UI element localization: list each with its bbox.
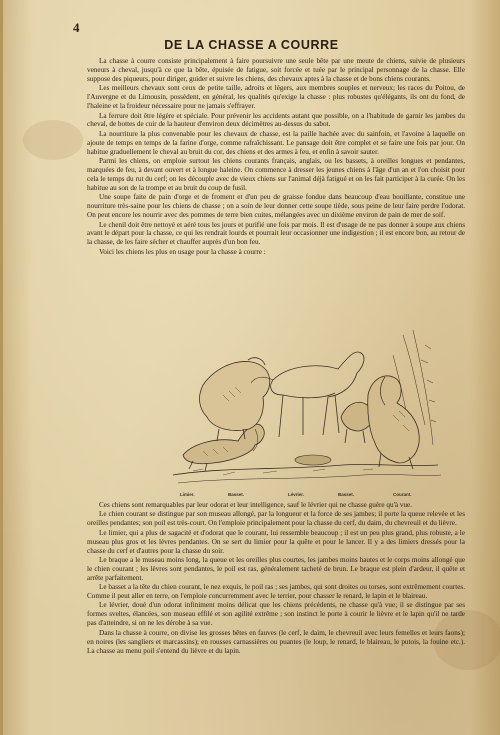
page-number: 4	[73, 20, 80, 35]
illustration-captions	[178, 492, 438, 500]
paragraph: Le chenil doit être nettoyé et aéré tous les jours et purifié une fois par mois. Il est d'usage de ne pas donner à soupe aux chiens avant le départ pour la chasse, ce qui les rendrait lourds et pourrait leur occasionner une indigestion ; il est encore bon, au retour de la chasse, de les faire sécher et chauffer auprès d'un bon feu.	[87, 220, 465, 247]
text-block-top	[87, 57, 465, 257]
paragraph: Le braque a le museau moins long, la queue et les oreilles plus courtes, les jambes moins hautes et le corps moins allongé que le chien courant ; les lèvres sont pendantes, le poil est ras, généralement tacheté de brun. Le braque est plein d'ardeur, il quête et arrête parfaitement.	[87, 555, 465, 582]
caption-basset: Basset.	[228, 492, 245, 497]
paragraph: Voici les chiens les plus en usage pour la chasse à courre :	[99, 247, 266, 256]
paragraph: La nourriture la plus convenable pour les chevaux de chasse, est la paille hachée avec du sainfoin, et l'avoine à laquelle on ajoute de temps en temps de la farine d'orge, comme rafraîchissant. Le pansage doit être complet et se faire une fois par jour. On habitue graduellement le cheval au bruit du cor, des chiens et des armes à feu, et enfin à savoir sauter.	[87, 129, 465, 156]
paragraph: Le limier, qui a plus de sagacité et d'odorat que le courant, lui ressemble beaucoup ; il est un peu plus grand, plus robuste, a le museau plus gros et les lèvres pendantes. On se sert du limier pour la quête et pour le lancer. Il y a des limiers dressés pour la chasse du cerf et d'autres pour la chasse du soir.	[87, 528, 465, 555]
paragraph: La chasse à courre consiste principalement à faire poursuivre une seule bête par une meute de chiens, suivie de plusieurs veneurs à cheval, jusqu'à ce que la bête, épuisée de fatigue, soit forcée et tuée par le principal personnage de la chasse. Elle suppose des piqueurs, pour diriger, guider et suivre les chiens, des chevaux aptes à la chasse et de bons chiens courants.	[87, 57, 465, 83]
caption-courant: Courant.	[393, 492, 412, 497]
text-block-bottom	[87, 501, 465, 656]
dogs-engraving	[163, 325, 443, 495]
paragraph: Parmi les chiens, on emploie surtout les chiens courants français, anglais, ou les bassets, à oreilles longues et pendantes, marquées de feu, à devant ouvert et à longue haleine. On commence à dresser les jeunes chiens à l'âge d'un an et l'on choisit pour cela le temps du rut du cerf; on les découple avec de vieux chiens sur l'animal déjà fatigué et on les fait participer à la curée. On les habitue au son de la trompe et au bruit du coup de fusil.	[87, 157, 465, 192]
page-title: DE LA CHASSE A COURRE	[164, 38, 339, 52]
paragraph: Dans la chasse à courre, on divise les grosses bêtes en fauves (le cerf, le daim, le chevreuil avec leurs femelles et leurs faons); en noires (les sangliers et marcassins); en rousses carnassières ou puantes (le loup, le renard, le blaireau, le putois, la fouine etc.). La chasse au menu poil s'entend du lièvre et du lapin.	[87, 628, 465, 655]
paragraph: Les meilleurs chevaux sont ceux de petite taille, adroits et légers, aux membres souples et nerveux; les races du Poitou, de l'Auvergne et du Limousin, possèdent, en général, les qualités qu'exige la chasse : plus robustes qu'élégants, ils ont du fond, de l'haleine et la froideur nécessaire pour ne jamais s'effrayer.	[87, 84, 465, 111]
caption-levrier: Lévrier.	[288, 492, 305, 497]
caption-basset-2: Basset.	[338, 492, 355, 497]
paragraph: Le chien courant se distingue par son museau allongé, par la longueur et la force de ses jambes; il porte la queue relevée et les oreilles pendantes; son poil est très-court. On l'emploie principalement pour la chasse du cerf, du daim, du chevreuil et du lièvre.	[87, 510, 465, 528]
paragraph: La ferrure doit être légère et spéciale. Pour prévenir les accidents autant que possible, on a l'habitude de garnir les jambes du cheval, de bottes de cuir de la hauteur d'environ deux décimètres au-dessus du sabot.	[87, 111, 465, 129]
paragraph: Ces chiens sont remarquables par leur odorat et leur intelligence, sauf le lévrier qui ne chasse guère qu'à vue.	[99, 501, 413, 509]
caption-limier: Limier.	[180, 492, 195, 497]
paragraph: Le lévrier, doué d'un odorat infiniment moins délicat que les chiens précédents, ne chasse qu'à vue; il se distingue par ses formes sveltes, élancées, son museau effilé et son agilité extrême ; son instinct le porte à courir le lièvre et le lapin qu'il ne tarde pas d'atteindre, si on ne les dérobe à sa vue.	[87, 601, 465, 628]
paper-stain	[23, 120, 83, 160]
paragraph: Une soupe faite de pain d'orge et de froment et d'un peu de graisse fondue dans beaucoup d'eau bouillante, constitue une nourriture très-saine pour les chiens de chasse ; on a soin de leur donner cette soupe tiède, sous peine de leur faire perdre l'odorat. On peut encore les nourrir avec des pommes de terre bien cuites, mélangées avec un dixième environ de pain de mer de soif.	[87, 193, 465, 220]
paragraph: Le basset a la tête du chien courant, le nez exquis, le poil ras ; ses jambes, qui sont droites ou torses, sont extrêmement courtes. Comme il peut aller en terre, on l'emploie concurremment avec le terrier, pour chasser le renard, le lapin et le blaireau.	[87, 583, 465, 601]
dogs-engraving-drawing	[163, 325, 443, 495]
